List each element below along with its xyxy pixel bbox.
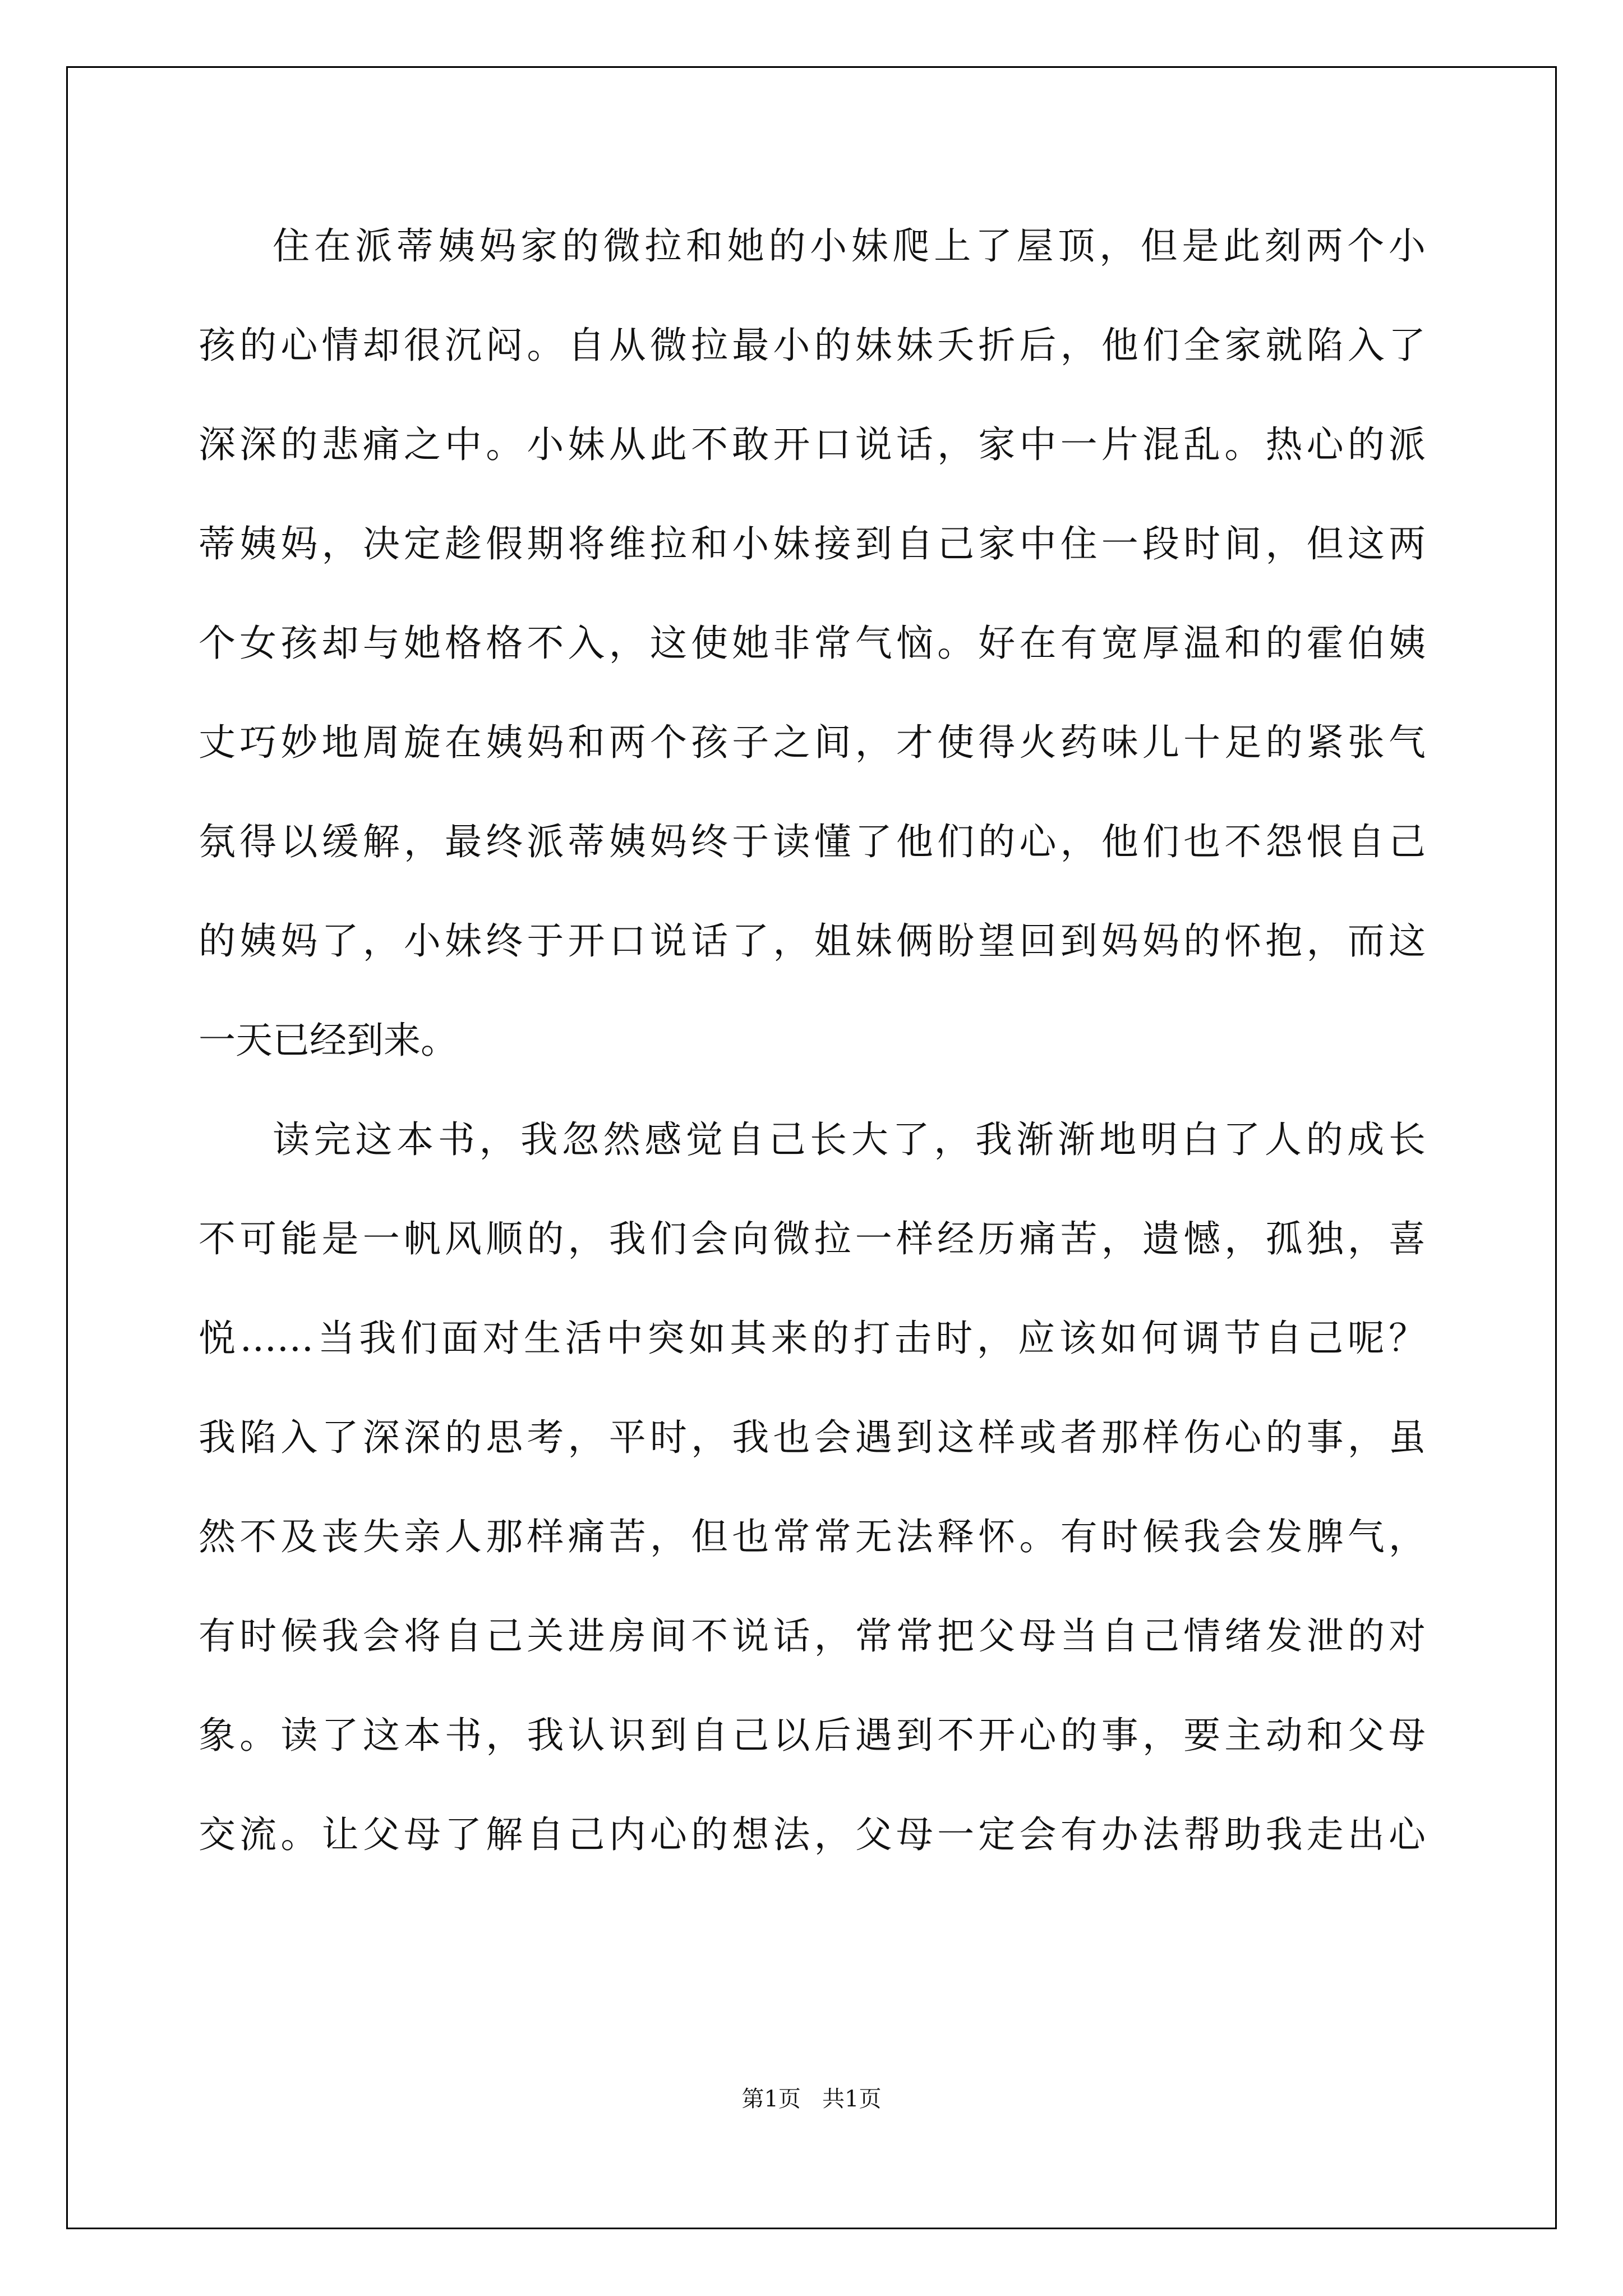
paragraph-1 — [199, 213, 1426, 1107]
text-line: 的姨妈了，小妹终于开口说话了，姐妹俩盼望回到妈妈的怀抱，而这 — [199, 919, 1426, 963]
text-line: 有时候我会将自己关进房间不说话，常常把父母当自己情绪发泄的对 — [199, 1614, 1426, 1658]
text-line: 象。读了这本书，我认识到自己以后遇到不开心的事，要主动和父母 — [199, 1714, 1426, 1757]
text-line: 一天已经到来。 — [199, 1019, 458, 1062]
text-line: 深深的悲痛之中。小妹从此不敢开口说话，家中一片混乱。热心的派 — [199, 423, 1426, 466]
text-line: 交流。让父母了解自己内心的想法，父母一定会有办法帮助我走出心 — [199, 1813, 1426, 1856]
document-body — [199, 213, 1426, 1901]
text-line: 悦……当我们面对生活中突如其来的打击时，应该如何调节自己呢？ — [199, 1317, 1426, 1360]
text-line: 丈巧妙地周旋在姨妈和两个孩子之间，才使得火药味儿十足的紧张气 — [199, 721, 1426, 764]
text-line: 我陷入了深深的思考，平时，我也会遇到这样或者那样伤心的事，虽 — [199, 1416, 1426, 1459]
text-line: 住在派蒂姨妈家的微拉和她的小妹爬上了屋顶，但是此刻两个小 — [273, 224, 1426, 268]
text-line: 氛得以缓解，最终派蒂姨妈终于读懂了他们的心，他们也不怨恨自己 — [199, 820, 1426, 863]
text-line: 然不及丧失亲人那样痛苦，但也常常无法释怀。有时候我会发脾气， — [199, 1515, 1426, 1558]
text-line: 个女孩却与她格格不入，这使她非常气恼。好在有宽厚温和的霍伯姨 — [199, 622, 1426, 665]
paragraph-2 — [199, 1107, 1426, 1901]
page-number-footer: 第1页 共1页 — [741, 2086, 882, 2112]
text-line: 蒂姨妈，决定趁假期将维拉和小妹接到自己家中住一段时间，但这两 — [199, 522, 1426, 565]
text-line: 读完这本书，我忽然感觉自己长大了，我渐渐地明白了人的成长 — [273, 1118, 1426, 1161]
text-line: 不可能是一帆风顺的，我们会向微拉一样经历痛苦，遗憾，孤独，喜 — [199, 1217, 1426, 1260]
text-line: 孩的心情却很沉闷。自从微拉最小的妹妹夭折后，他们全家就陷入了 — [199, 324, 1426, 367]
